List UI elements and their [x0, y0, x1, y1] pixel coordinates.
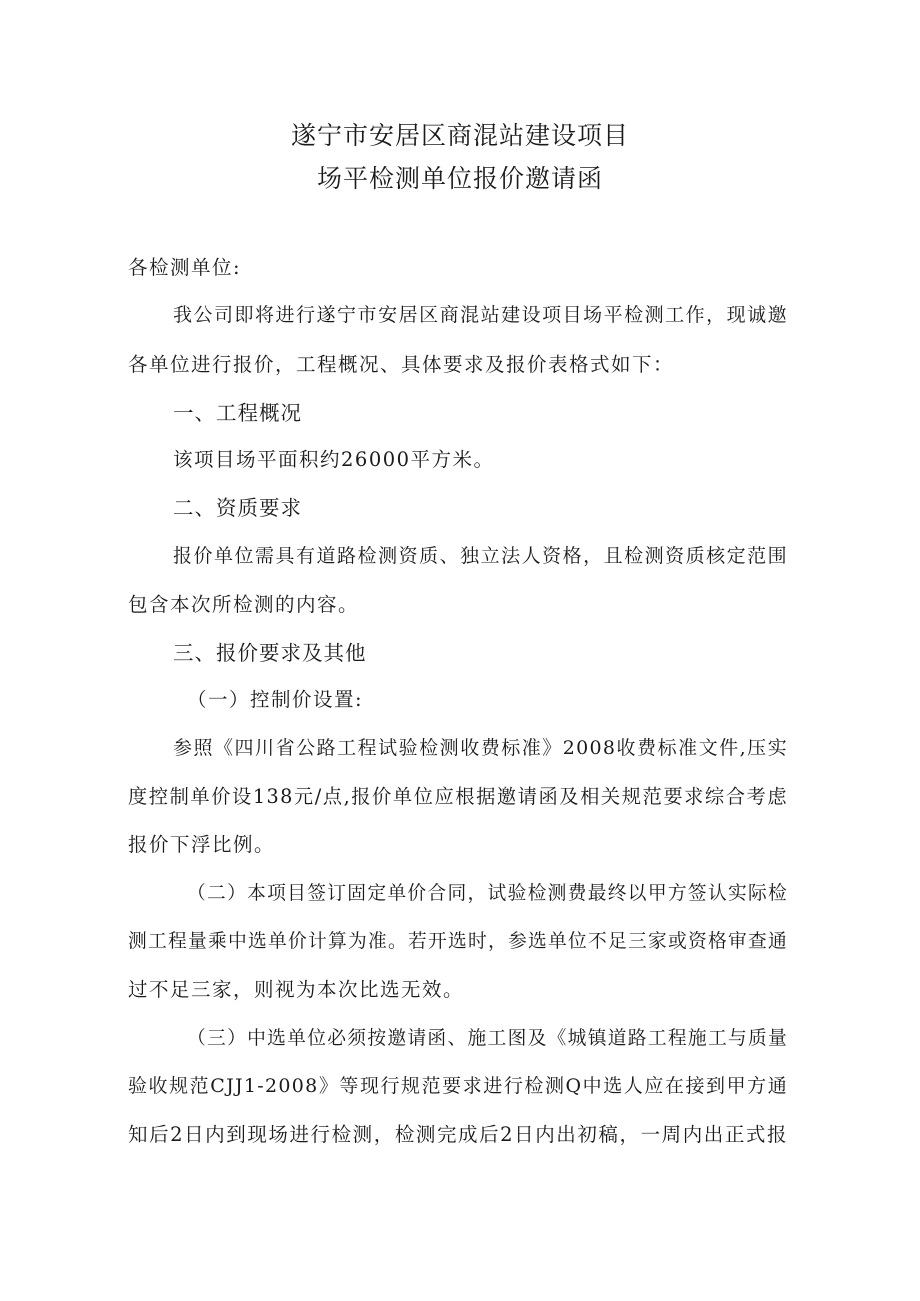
section-3-para-3-line-2: 验收规范CJJ1-2008》等现行规范要求进行检测Q中选人应在接到甲方通	[128, 1075, 788, 1097]
section-3-heading: 三、报价要求及其他	[173, 641, 367, 665]
section-3-para-1-line-2: 度控制单价设138元/点,报价单位应根据邀请函及相关规范要求综合考虑	[128, 785, 788, 808]
section-2-heading: 二、资质要求	[173, 496, 302, 520]
section-3-para-2-line-1: （二）本项目签订固定单价合同，试验检测费最终以甲方签认实际检	[187, 883, 788, 904]
section-1-body: 该项目场平面积约26000平方米。	[173, 448, 495, 471]
section-3-para-1-line-3: 报价下浮比例。	[128, 833, 276, 856]
document-title-line-2: 场平检测单位报价邀请函	[316, 164, 603, 193]
section-2-line-2: 包含本次所检测的内容。	[128, 593, 360, 616]
section-3-para-3-line-3: 知后2日内到现场进行检测，检测完成后2日内出初稿，一周内出正式报	[128, 1123, 788, 1146]
section-3-para-2-line-3: 过不足三家，则视为本次比选无效。	[128, 978, 465, 1001]
section-3-para-3-line-1: （三）中选单位必须按邀请函、施工图及《城镇道路工程施工与质量	[187, 1028, 788, 1049]
intro-line-2: 各单位进行报价，工程概况、具体要求及报价表格式如下：	[128, 353, 675, 376]
salutation: 各检测单位:	[128, 256, 242, 279]
section-3-sub-1: （一）控制价设置:	[187, 688, 364, 711]
document-title-line-1: 遂宁市安居区商混站建设项目	[290, 121, 629, 150]
section-2-line-1: 报价单位需具有道路检测资质、独立法人资格，且检测资质核定范围	[173, 545, 788, 567]
section-1-heading: 一、工程概况	[173, 401, 302, 425]
section-3-para-2-line-2: 测工程量乘中选单价计算为准。若开选时，参选单位不足三家或资格审查通	[128, 931, 788, 952]
intro-line-1: 我公司即将进行遂宁市安居区商混站建设项目场平检测工作，现诚邀	[173, 304, 788, 326]
section-3-para-1-line-1: 参照《四川省公路工程试验检测收费标准》2008收费标准文件,压实	[173, 737, 788, 759]
